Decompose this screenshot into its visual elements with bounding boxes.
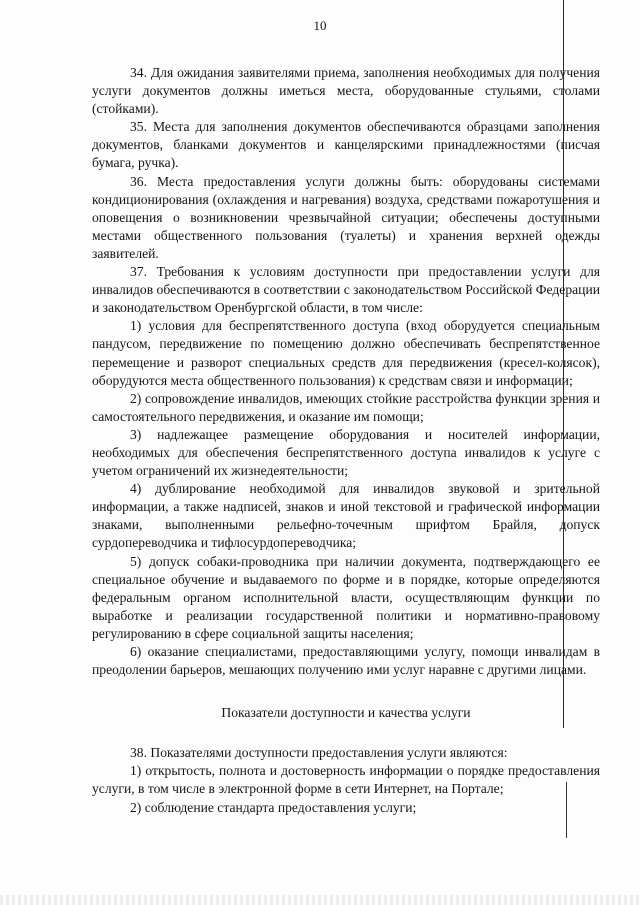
list-item-38-2: 2) соблюдение стандарта предоставления услуги; (130, 799, 417, 815)
paragraph-38: 38. Показателями доступности предоставления услуги являются: (130, 745, 508, 761)
list-item-3: 3) надлежащее размещение оборудования и носителей информации, необходимых для обеспечения беспрепятственного доступа инвалидов к услуге с учетом ограничений их жизнедеятельности; (92, 426, 600, 479)
list-item-2: 2) сопровождение инвалидов, имеющих стойкие расстройства функции зрения и самостоятельного передвижения, и оказание им помощи; (92, 390, 600, 424)
document-body (92, 64, 600, 817)
scan-bottom-edge (0, 895, 640, 905)
list-item-1: 1) условия для беспрепятственного доступа (вход оборудуется специальным пандусом, передвижение по помещению должно обеспечивать беспрепятственное перемещение и разворот специальных средств для передвижения (кресел-колясок), оборудуются места общественного пользования) к средствам связи и информации; (92, 318, 600, 388)
paragraph-36: 36. Места предоставления услуги должны быть: оборудованы системами кондиционирования (охлаждения и нагревания) воздуха, средствами пожаротушения и оповещения о возникновении чрезвычайной ситуации; обеспечены доступными местами общественного пользования (туалеты) и хранения верхней одежды заявителей. (92, 173, 600, 261)
paragraph-37: 37. Требования к условиям доступности при предоставлении услуги для инвалидов обеспечиваются в соответствии с законодательством Российской Федерации и законодательством Оренбургской области, в том числе: (92, 264, 600, 316)
list-item-6: 6) оказание специалистами, предоставляющими услугу, помощи инвалидам в преодолении барьеров, мешающих получению ими услуг наравне с другими лицами. (92, 644, 600, 678)
paragraph-35: 35. Места для заполнения документов обеспечиваются образцами заполнения документов, бланками документов и канцелярскими принадлежностями (писчая бумага, ручка). (92, 119, 600, 171)
list-item-4: 4) дублирование необходимой для инвалидов звуковой и зрительной информации, а также надписей, знаков и иной текстовой и графической информации знаками, выполненными рельефно-точечным шрифтом Брайля, допуск сурдопереводчика и тифлосурдопереводчика; (92, 481, 600, 551)
paragraph-34: 34. Для ожидания заявителями приема, заполнения необходимых для получения услуги документов должны иметься места, оборудованные стульями, столами (стойками). (92, 65, 600, 117)
page-number: 10 (313, 18, 327, 33)
list-item-38-1: 1) открытость, полнота и достоверность информации о порядке предоставления услуги, в том числе в электронной форме в сети Интернет, на Портале; (92, 763, 600, 797)
list-item-5: 5) допуск собаки-проводника при наличии документа, подтверждающего ее специальное обучение и выдаваемого по форме и в порядке, которые определяются федеральным органом исполнительной власти, осуществляющим функции по выработке и реализации государственной политики и нормативно-правовому регулированию в сфере социальной защиты населения; (92, 553, 600, 641)
section-heading: Показатели доступности и качества услуги (221, 705, 471, 721)
